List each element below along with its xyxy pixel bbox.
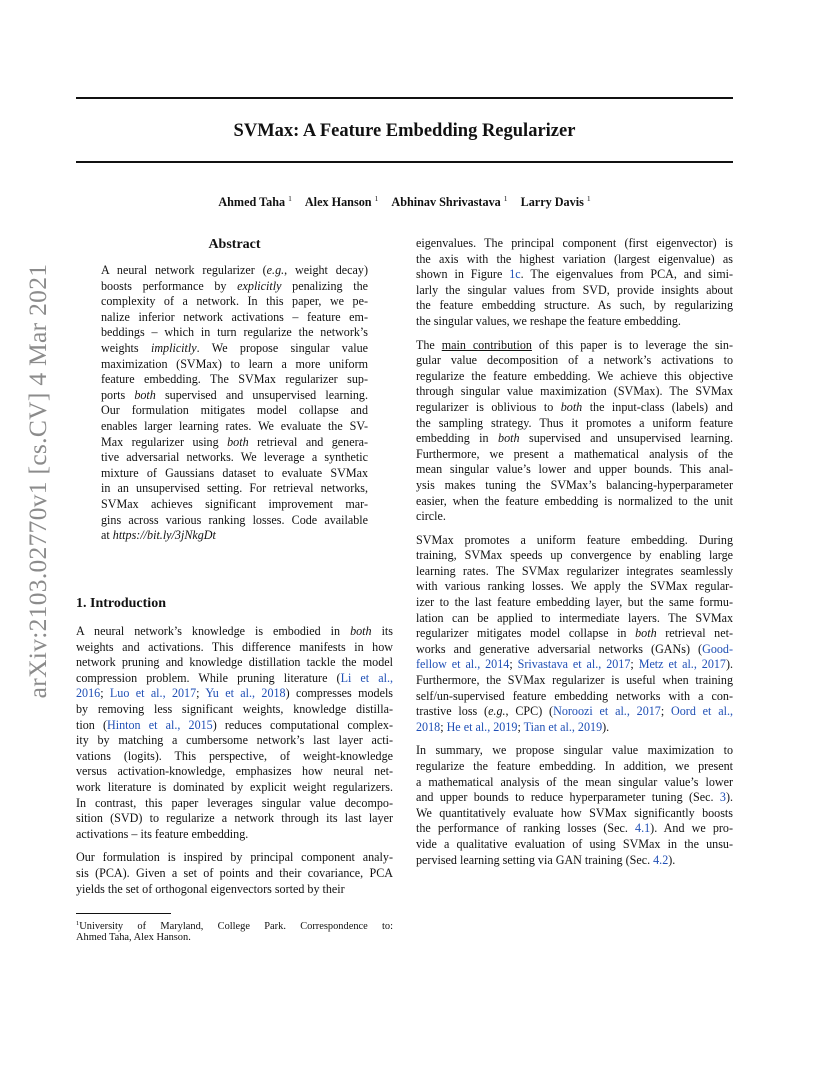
text-line: mean singular value’s lower and upper bounds. This anal- — [416, 462, 733, 477]
emphasis: implicitly — [150, 340, 197, 355]
text-line: weights and activations. This difference manifests in how — [76, 639, 393, 654]
citation-link[interactable]: 3 — [719, 790, 726, 805]
text-line: fellow et al., 2014; Srivastava et al., 2017; Metz et al., 2017). — [416, 657, 734, 672]
author — [391, 195, 507, 209]
text-line: learning rates. The SVMax regularizer integrates seamlessly — [416, 563, 733, 578]
emphasis: https://bit.ly/3jNkgDt — [112, 528, 216, 543]
text-line: enables larger learning rates. We evaluate the SV- — [101, 418, 368, 433]
affiliation-marker: 1 — [288, 194, 292, 203]
text-line: a mathematical analysis of the mean singular value’s lower — [416, 774, 733, 789]
citation-link[interactable]: fellow et al., 2014 — [416, 657, 510, 672]
emphasis: both — [560, 399, 583, 414]
citation-link[interactable]: Hinton et al., 2015 — [107, 717, 213, 732]
text-line: with various ranking losses. We apply the SVMax regular- — [416, 579, 733, 594]
abstract-body — [101, 263, 368, 544]
paper-title: SVMax: A Feature Embedding Regularizer — [233, 121, 576, 141]
text-line: beddings – which in turn regularize the network’s — [101, 325, 368, 340]
text-line: 2018; He et al., 2019; Tian et al., 2019). — [416, 719, 610, 734]
text-line: In summary, we propose singular value maximization to — [416, 743, 733, 758]
text-line: the axis with the highest variation (largest eigenvalue) as — [416, 251, 733, 266]
emphasis: both — [227, 434, 249, 449]
underlined-text: main contribution — [441, 337, 532, 352]
author — [305, 195, 378, 209]
footnote-line: Ahmed Taha, Alex Hanson. — [76, 932, 191, 943]
author — [521, 195, 591, 209]
text-line: sition (SVD) to regularize a network through its last layer — [76, 811, 393, 826]
text-line: compression problem. While pruning literature (Li et al., — [76, 670, 394, 685]
introduction-text-left — [76, 624, 393, 897]
text-line: regularizer mitigates model collapse in both retrieval net- — [416, 626, 733, 641]
text-line: The main contribution of this paper is to leverage the sin- — [416, 337, 733, 352]
text-line: A neural network regularizer (e.g., weight decay) — [101, 263, 368, 277]
text-line: the singular values, we reshape the feature embedding. — [416, 313, 681, 328]
text-line: gins across various ranking losses. Code available — [101, 512, 368, 527]
author-list — [76, 191, 733, 210]
text-line: trastive loss (e.g., CPC) (Noroozi et al., 2017; Oord et al., — [416, 704, 733, 719]
text-line: We quantitatively evaluate how SVMax significantly boosts — [416, 805, 733, 820]
text-line: versus activation-knowledge, emphasizes how neural net- — [76, 764, 393, 779]
text-line: vide a qualitative evaluation of using SVMax in the unsu- — [416, 836, 733, 851]
text-line: mixture of Gaussians dataset to evaluate SVMax — [101, 465, 368, 480]
emphasis: e.g. — [488, 704, 506, 719]
footnote-text: University of Maryland, College Park. Correspondence to: — [79, 921, 393, 932]
text-line: easier, when the feature embedding is normalized to the unit — [416, 493, 733, 508]
text-line: maximization (SVMax) to learn a more uniform — [101, 356, 368, 371]
text-line: izer to the last feature embedding layer, but the same formu- — [416, 595, 733, 610]
text-line: work literature is dominated by explicit weight regularizers. — [76, 779, 393, 794]
text-line: the sampling strategy. Thus it promotes a uniform feature — [416, 415, 733, 430]
affiliation-marker: 1 — [503, 194, 508, 203]
affiliation-marker: 1 — [374, 194, 379, 203]
text-line: at https://bit.ly/3jNkgDt — [101, 528, 216, 543]
text-line: In contrast, this paper leverages singular value decompo- — [76, 795, 393, 810]
text-line: gular value decomposition of a network’s activations to — [416, 353, 733, 368]
text-line: vations (logits). This perspective, of weight-knowledge — [76, 748, 393, 763]
text-line: in an unsupervised setting. For retrieval networks, — [101, 481, 368, 496]
text-line: regularizer is oblivious to both the input-class (labels) and — [416, 399, 733, 414]
citation-link[interactable]: Li et al., — [340, 670, 394, 685]
text-line: Our formulation is inspired by principal component analy- — [76, 850, 393, 865]
text-line: nalize inferior network activations – feature em- — [101, 309, 368, 324]
citation-link[interactable]: Good- — [702, 641, 733, 656]
citation-link[interactable]: 1c — [509, 267, 521, 282]
citation-link[interactable]: 4.2 — [653, 852, 669, 867]
text-line: tive adversarial networks. We leverage a synthetic — [101, 450, 368, 465]
text-line: Our formulation mitigates model collapse and — [101, 403, 368, 418]
footnote-line — [76, 917, 393, 931]
text-line: embedding in both supervised and unsupervised learning. — [416, 431, 733, 446]
introduction-text-right — [416, 236, 733, 868]
paragraph-gap — [76, 842, 393, 850]
text-line: lation can be applied to intermediate layers. The SVMax — [416, 610, 733, 625]
footnote-marker: 1 — [76, 920, 80, 927]
emphasis: explicitly — [237, 278, 282, 293]
paragraph-gap — [416, 735, 733, 743]
text-line: Furthermore, the SVMax regularizer is useful when training — [416, 673, 733, 688]
arxiv-identifier: arXiv:2103.02770v1 [cs.CV] 4 Mar 2021 — [23, 263, 52, 699]
abstract-heading: Abstract — [208, 237, 261, 252]
author-name: Ahmed Taha — [218, 195, 286, 209]
author — [218, 195, 291, 209]
emphasis: e.g. — [266, 263, 285, 277]
text-line: eigenvalues. The principal component (first eigenvector) is — [416, 236, 733, 250]
text-line: larly the singular values from SVD, provide insights about — [416, 282, 733, 297]
text-line: ity by matching a cumbersome network’s last layer acti- — [76, 733, 393, 748]
affiliation-marker: 1 — [586, 194, 591, 203]
citation-link[interactable]: He et al., 2019 — [446, 719, 518, 734]
citation-link[interactable]: 2018 — [416, 719, 441, 734]
text-line: by removing less significant weights, knowledge distilla- — [76, 701, 393, 716]
title-rule — [76, 161, 733, 163]
text-line: regularize the feature embedding. We achieve this objective — [416, 368, 733, 383]
text-line: weights implicitly. We propose singular value — [101, 340, 368, 355]
text-line: network pruning and knowledge distillation tackle the model — [76, 655, 393, 670]
text-line: Max regularizer using both retrieval and genera- — [101, 434, 368, 449]
text-line: shown in Figure 1c. The eigenvalues from PCA, and simi- — [416, 267, 733, 282]
text-line: the performance of ranking losses (Sec. 4.1). And we pro- — [416, 821, 733, 836]
footnote-rule — [76, 913, 171, 914]
author-name: Alex Hanson — [304, 195, 372, 209]
author-name: Abhinav Shrivastava — [391, 195, 501, 209]
text-line: the feature embedding structure. As such, by regularizing — [416, 298, 733, 313]
citation-link[interactable]: Luo et al., 2017 — [109, 686, 197, 701]
section-heading-introduction: 1. Introduction — [76, 596, 166, 611]
citation-link[interactable]: 4.1 — [635, 821, 651, 836]
text-line: Furthermore, we present a mathematical analysis of the — [416, 446, 733, 461]
emphasis: both — [635, 626, 657, 641]
citation-link[interactable]: Yu et al., 2018 — [205, 686, 286, 701]
emphasis: both — [134, 387, 156, 402]
emphasis: both — [350, 624, 372, 638]
text-line: activations – its feature embedding. — [76, 826, 249, 841]
text-line: boosts performance by explicitly penalizing the — [101, 278, 368, 293]
footnote — [76, 917, 393, 945]
citation-link[interactable]: 2016 — [76, 686, 101, 701]
text-line: works and generative adversarial networks (GANs) (Good- — [416, 641, 733, 656]
text-line: 2016; Luo et al., 2017; Yu et al., 2018) compresses models — [76, 686, 394, 701]
text-line: training, SVMax speeds up convergence by enabling large — [416, 548, 733, 563]
text-line: sis (PCA). Given a set of points and their covariance, PCA — [76, 865, 393, 880]
text-line: yields the set of orthogonal eigenvectors sorted by their — [76, 881, 345, 896]
text-line: self/un-supervised feature embedding networks with a con- — [416, 688, 733, 703]
paragraph-gap — [416, 330, 733, 338]
paragraph-gap — [416, 525, 733, 533]
text-line: feature embedding. The SVMax regularizer sup- — [101, 372, 368, 387]
text-line: pervised learning setting via GAN training (Sec. 4.2). — [416, 852, 676, 867]
author-name: Larry Davis — [520, 195, 584, 209]
text-line: A neural network’s knowledge is embodied in both its — [76, 624, 394, 638]
citation-link[interactable]: Metz et al., 2017 — [638, 657, 726, 672]
text-line: circle. — [416, 509, 446, 524]
citation-link[interactable]: Oord et al., — [671, 704, 733, 719]
text-line: through singular value maximization (SVMax). The SVMax — [416, 384, 733, 399]
citation-link[interactable]: Srivastava et al., 2017 — [517, 657, 631, 672]
citation-link[interactable]: Tian et al., 2019 — [523, 719, 603, 734]
text-line: SVMax achieves significant improvement mar- — [101, 496, 368, 511]
text-line: and upper bounds to reduce hyperparameter tuning (Sec. 3). — [416, 790, 733, 805]
text-line: ports both supervised and unsupervised learning. — [101, 387, 368, 402]
text-line: tion (Hinton et al., 2015) reduces computational complex- — [76, 717, 393, 732]
text-line: SVMax promotes a uniform feature embedding. During — [416, 532, 733, 547]
top-rule — [76, 97, 733, 99]
emphasis: both — [498, 431, 520, 446]
text-line: complexity of a network. In this paper, we pe- — [101, 294, 368, 309]
text-line: regularize the feature embedding. In addition, we present — [416, 759, 733, 773]
text-line: ysis makes tuning the SVMax’s balancing-hyperparameter — [416, 477, 733, 492]
citation-link[interactable]: Noroozi et al., 2017 — [553, 704, 661, 719]
